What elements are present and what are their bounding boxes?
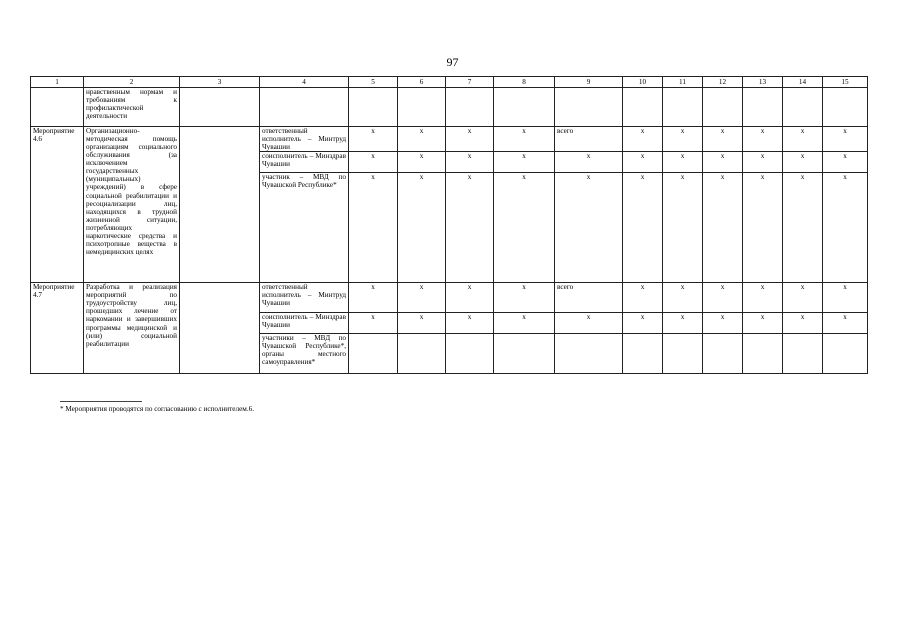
continuation-text: нравственным нормам и требованиям к профилактической деятельности xyxy=(84,88,180,127)
continuation-row xyxy=(31,88,868,127)
executor-cell: участники – МВД по Чувашской Республике*, органы местного самоуправления* xyxy=(260,334,349,374)
event-description: Организационно-методическая помощь организациям социального обслуживания (за исключением государственных (муниципальных) учреждений) в сфере социальной реабилитации и ресоциализации лиц, находящихся в трудной жизненной ситуации, потребляющих наркотические средства и психотропные вещества в немедицинских целях xyxy=(84,127,180,283)
page-number: 97 xyxy=(446,55,459,69)
col-header: 8 xyxy=(494,77,555,88)
header-row xyxy=(31,77,868,88)
event-id: Мероприятие 4.7 xyxy=(31,283,84,374)
event-id: Мероприятие 4.6 xyxy=(31,127,84,283)
footnote: * Мероприятия проводятся по согласованию с исполнителем.6. xyxy=(60,405,255,413)
executor-cell: участник – МВД по Чувашской Республике* xyxy=(260,173,349,283)
col-header: 10 xyxy=(623,77,663,88)
col-header: 2 xyxy=(84,77,180,88)
table-row: Мероприятие 4.7 Разработка и реализация мероприятий по трудоустройству лиц, прошедших лечение от наркомании и завершивших программы медицинской и (или) социальной реабилитации ответственный исполнитель – Минтруд Чувашии x x x x всего x x x x x x xyxy=(31,283,868,313)
executor-cell: ответственный исполнитель – Минтруд Чувашии xyxy=(260,283,349,313)
footnote-divider xyxy=(60,401,142,402)
col-header: 3 xyxy=(180,77,260,88)
col-header: 13 xyxy=(743,77,783,88)
col-header: 12 xyxy=(703,77,743,88)
table-row: Мероприятие 4.6 Организационно-методическая помощь организациям социального обслуживания (за исключением государственных (муниципальных) учреждений) в сфере социальной реабилитации и ресоциализации лиц, находящихся в трудной жизненной ситуации, потребляющих наркотические средства и психотропные вещества в немедицинских целях ответственный исполнитель – Минтруд Чувашии x x x x всего x x x x x x xyxy=(31,127,868,152)
col-header: 14 xyxy=(783,77,823,88)
table-row: соисполнитель – Минздрав Чувашии x x x x x x x x x x x xyxy=(31,313,868,334)
executor-cell: соисполнитель – Минздрав Чувашии xyxy=(260,152,349,173)
col-header: 6 xyxy=(398,77,446,88)
events-table xyxy=(30,76,868,374)
col-header: 4 xyxy=(260,77,349,88)
col-header: 9 xyxy=(555,77,623,88)
col-header: 15 xyxy=(823,77,868,88)
table-row: участник – МВД по Чувашской Республике* x x x x x x x x x x x xyxy=(31,173,868,283)
col-header: 5 xyxy=(349,77,398,88)
executor-cell: соисполнитель – Минздрав Чувашии xyxy=(260,313,349,334)
table-row: соисполнитель – Минздрав Чувашии x x x x x x x x x x x xyxy=(31,152,868,173)
col-header: 7 xyxy=(446,77,494,88)
col-header: 11 xyxy=(663,77,703,88)
event-description: Разработка и реализация мероприятий по трудоустройству лиц, прошедших лечение от наркомании и завершивших программы медицинской и (или) социальной реабилитации xyxy=(84,283,180,374)
executor-cell: ответственный исполнитель – Минтруд Чувашии xyxy=(260,127,349,152)
col-header: 1 xyxy=(31,77,84,88)
